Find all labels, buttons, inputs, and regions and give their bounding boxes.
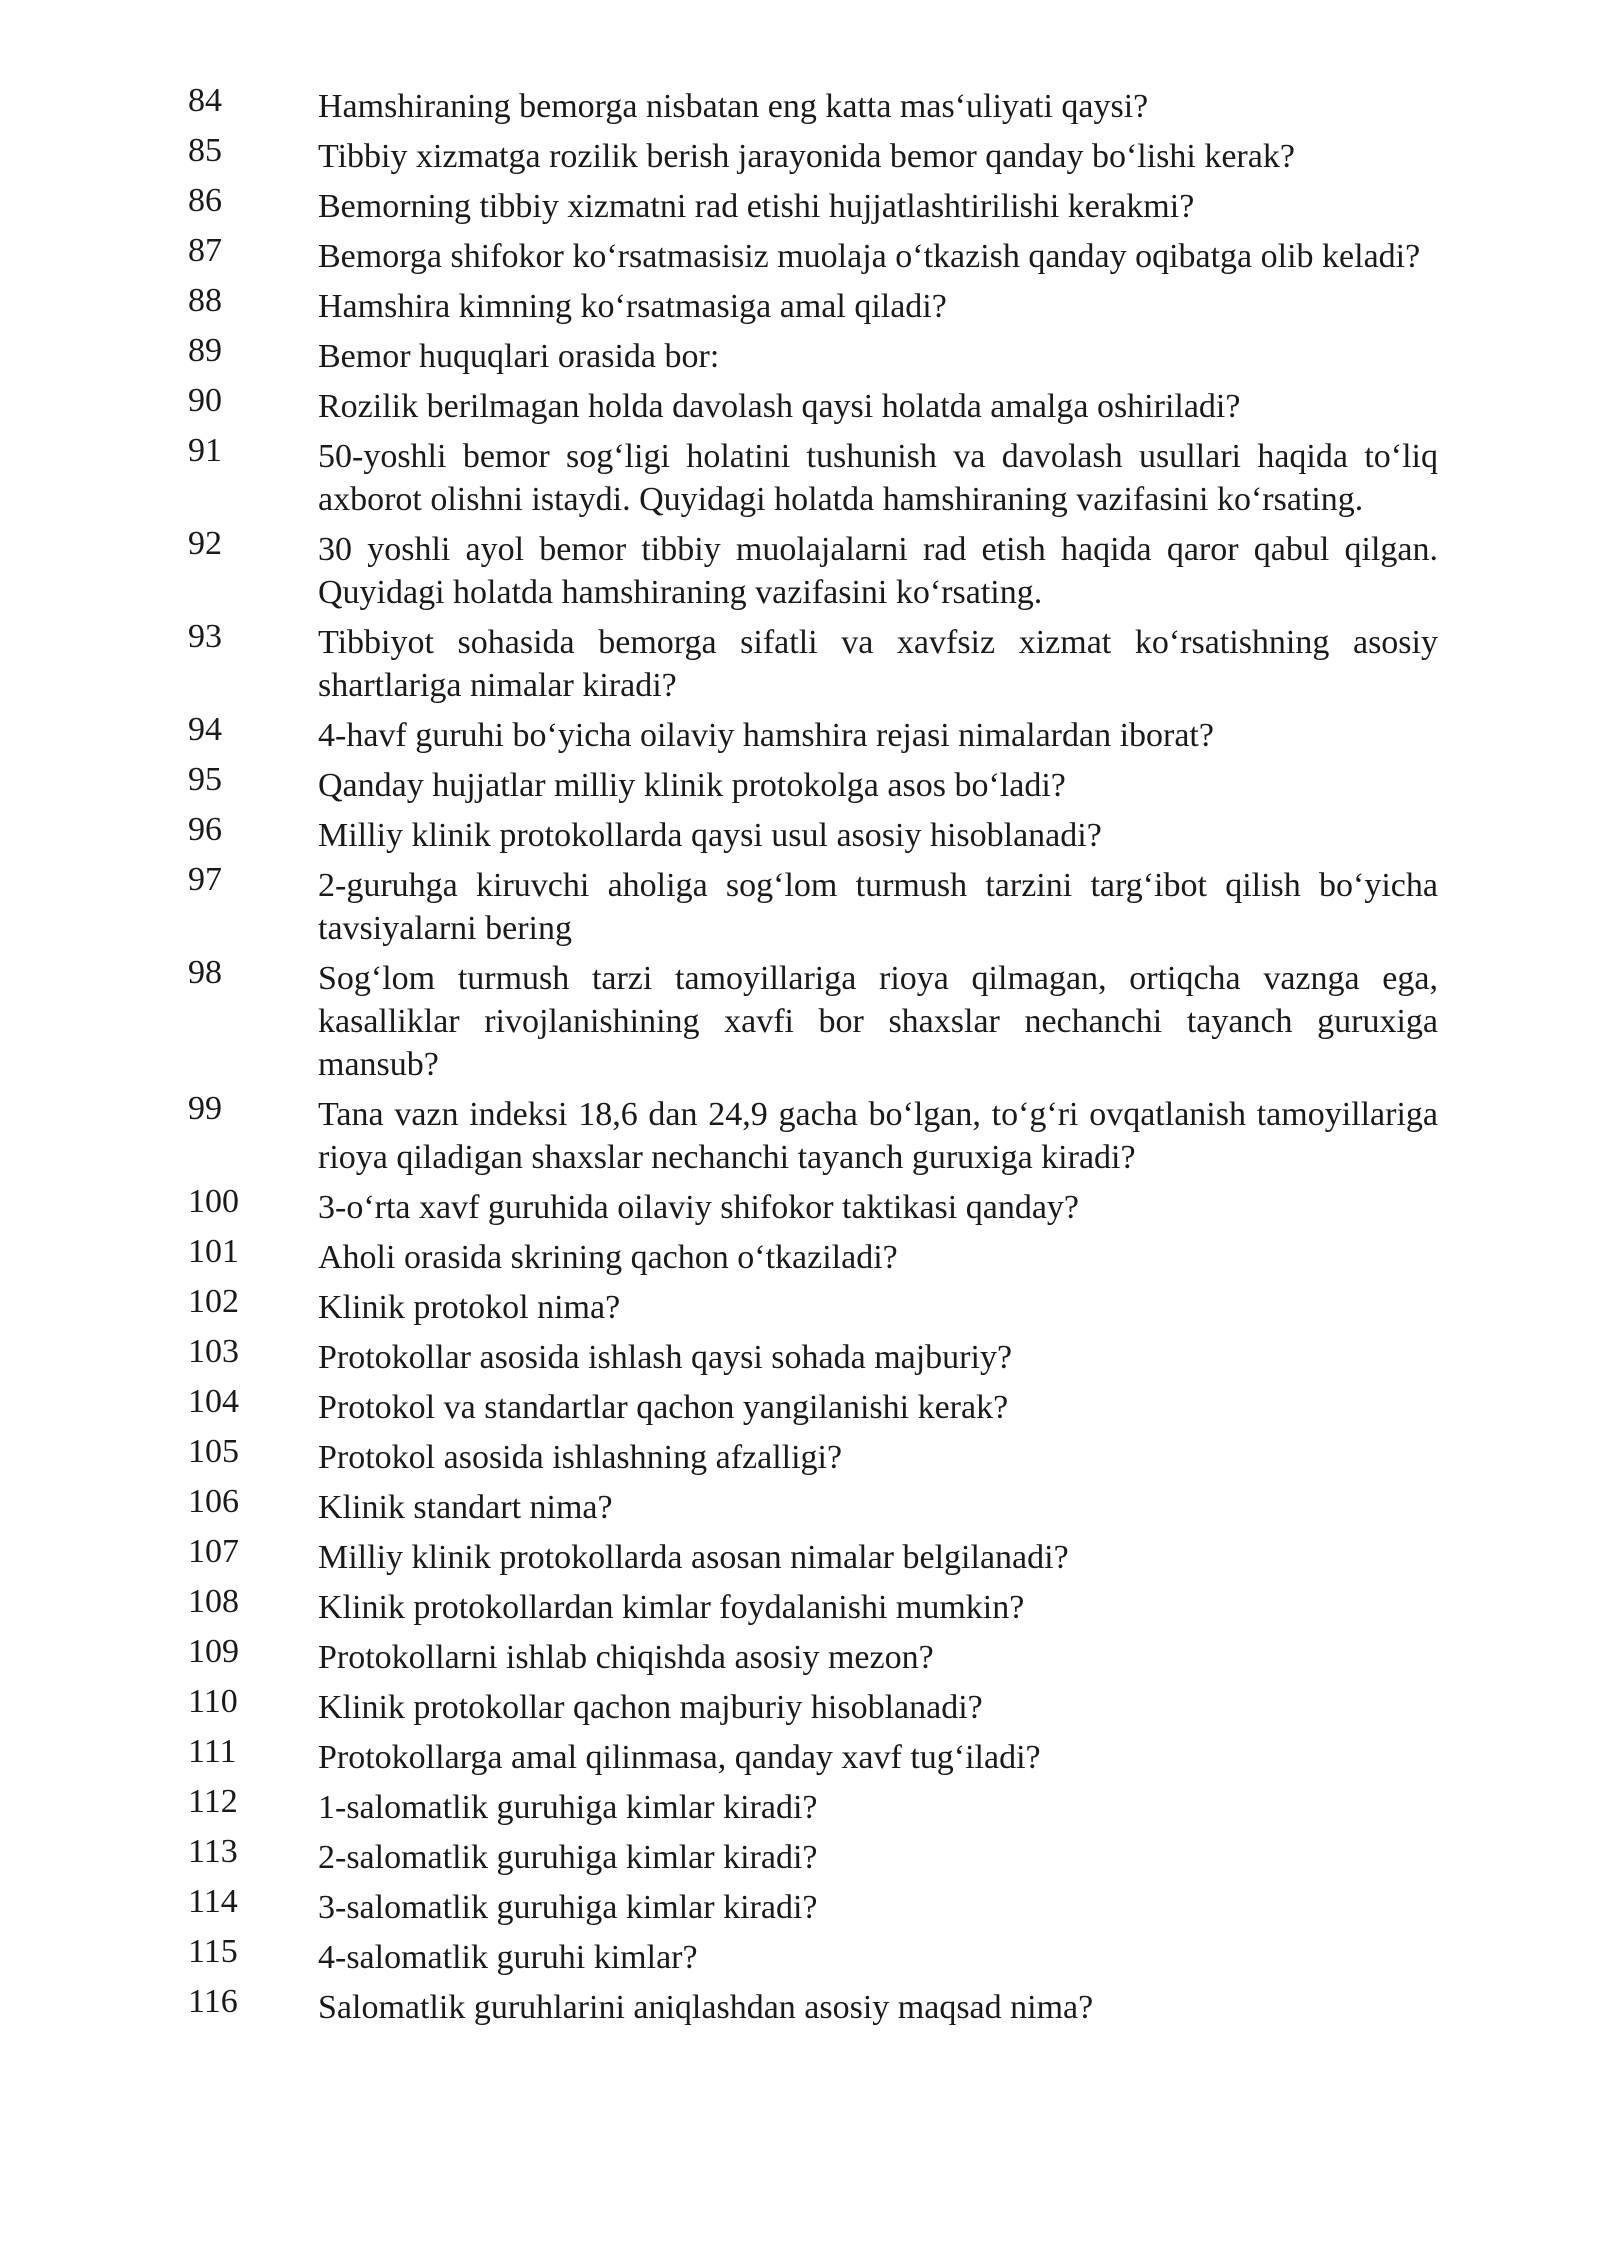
question-number: 105 <box>188 1433 239 1470</box>
question-number: 98 <box>188 954 222 991</box>
question-number: 91 <box>188 432 222 469</box>
question-row <box>188 1383 1438 1429</box>
question-number: 114 <box>188 1883 238 1920</box>
question-row <box>188 761 1438 807</box>
question-row <box>188 182 1438 228</box>
question-number: 104 <box>188 1383 239 1420</box>
question-number: 90 <box>188 382 222 419</box>
question-number: 87 <box>188 232 222 269</box>
question-number: 95 <box>188 761 222 798</box>
question-row <box>188 1833 1438 1879</box>
question-text: Bemor huquqlari orasida bor: <box>318 338 720 375</box>
question-text: 3-salomatlik guruhiga kimlar kiradi? <box>318 1889 818 1926</box>
question-text: Protokol asosida ishlashning afzalligi? <box>318 1439 843 1476</box>
question-text: Rozilik berilmagan holda davolash qaysi holatda amalga oshiriladi? <box>318 388 1241 425</box>
question-text: Salomatlik guruhlarini aniqlashdan asosiy maqsad nima? <box>318 1989 1094 2026</box>
question-row <box>188 82 1438 128</box>
question-number: 88 <box>188 282 222 319</box>
question-text: Klinik protokol nima? <box>318 1289 621 1326</box>
question-text: Klinik standart nima? <box>318 1489 613 1526</box>
question-text: Qanday hujjatlar milliy klinik protokolga asos bo‘ladi? <box>318 767 1066 804</box>
question-number: 94 <box>188 711 222 748</box>
question-row <box>188 1433 1438 1479</box>
question-row <box>188 1983 1438 2029</box>
question-number: 111 <box>188 1733 237 1770</box>
question-row <box>188 1933 1438 1979</box>
question-text: Tibbiyot sohasida bemorga sifatli va xavfsiz xizmat ko‘rsatishning asosiy shartlariga nimalar kiradi? <box>318 624 1438 704</box>
question-row <box>188 861 1438 950</box>
question-row <box>188 232 1438 278</box>
question-row <box>188 432 1438 521</box>
question-text: Protokollarga amal qilinmasa, qanday xavf tug‘iladi? <box>318 1739 1041 1776</box>
question-text: 4-havf guruhi bo‘yicha oilaviy hamshira rejasi nimalardan iborat? <box>318 717 1214 754</box>
question-text: 3-o‘rta xavf guruhida oilaviy shifokor taktikasi qanday? <box>318 1189 1079 1226</box>
question-row <box>188 1583 1438 1629</box>
question-number: 102 <box>188 1283 239 1320</box>
question-row <box>188 1233 1438 1279</box>
question-number: 116 <box>188 1983 238 2020</box>
question-row <box>188 954 1438 1086</box>
question-number: 103 <box>188 1333 239 1370</box>
question-number: 99 <box>188 1090 222 1127</box>
question-text: Sog‘lom turmush tarzi tamoyillariga rioya qilmagan, ortiqcha vaznga ega, kasalliklar rivojlanishining xavfi bor shaxslar nechanchi tayanch guruxiga mansub? <box>318 960 1438 1083</box>
question-text: 2-guruhga kiruvchi aholiga sog‘lom turmush tarzini targ‘ibot qilish bo‘yicha tavsiyalarni bering <box>318 867 1438 947</box>
question-row <box>188 525 1438 614</box>
question-row <box>188 618 1438 707</box>
question-row <box>188 1183 1438 1229</box>
question-text: Aholi orasida skrining qachon o‘tkaziladi? <box>318 1239 898 1276</box>
question-number: 85 <box>188 132 222 169</box>
question-text: Hamshira kimning ko‘rsatmasiga amal qiladi? <box>318 288 947 325</box>
question-row <box>188 711 1438 757</box>
question-text: Hamshiraning bemorga nisbatan eng katta mas‘uliyati qaysi? <box>318 88 1149 125</box>
question-row <box>188 1883 1438 1929</box>
question-text: 1-salomatlik guruhiga kimlar kiradi? <box>318 1789 818 1826</box>
question-row <box>188 811 1438 857</box>
question-number: 110 <box>188 1683 238 1720</box>
question-number: 89 <box>188 332 222 369</box>
question-text: Milliy klinik protokollarda qaysi usul asosiy hisoblanadi? <box>318 817 1102 854</box>
question-row <box>188 1533 1438 1579</box>
question-text: Protokollar asosida ishlash qaysi sohada majburiy? <box>318 1339 1013 1376</box>
question-number: 92 <box>188 525 222 562</box>
question-list <box>188 82 1438 2036</box>
question-row <box>188 1733 1438 1779</box>
question-text: Tibbiy xizmatga rozilik berish jarayonida bemor qanday bo‘lishi kerak? <box>318 138 1295 175</box>
question-text: Klinik protokollar qachon majburiy hisoblanadi? <box>318 1689 983 1726</box>
question-row <box>188 282 1438 328</box>
question-row <box>188 332 1438 378</box>
question-text: Bemorning tibbiy xizmatni rad etishi hujjatlashtirilishi kerakmi? <box>318 188 1195 225</box>
question-row <box>188 1333 1438 1379</box>
question-number: 113 <box>188 1833 238 1870</box>
question-text: Milliy klinik protokollarda asosan nimalar belgilanadi? <box>318 1539 1069 1576</box>
question-number: 107 <box>188 1533 239 1570</box>
question-text: Tana vazn indeksi 18,6 dan 24,9 gacha bo‘lgan, to‘g‘ri ovqatlanish tamoyillariga rioya qiladigan shaxslar nechanchi tayanch guruxiga kiradi? <box>318 1096 1438 1176</box>
question-number: 100 <box>188 1183 239 1220</box>
question-number: 108 <box>188 1583 239 1620</box>
question-text: Protokollarni ishlab chiqishda asosiy mezon? <box>318 1639 934 1676</box>
question-row <box>188 1483 1438 1529</box>
question-number: 115 <box>188 1933 238 1970</box>
question-number: 93 <box>188 618 222 655</box>
question-number: 109 <box>188 1633 239 1670</box>
question-number: 97 <box>188 861 222 898</box>
question-text: Protokol va standartlar qachon yangilanishi kerak? <box>318 1389 1009 1426</box>
question-number: 112 <box>188 1783 238 1820</box>
question-text: Bemorga shifokor ko‘rsatmasisiz muolaja o‘tkazish qanday oqibatga olib keladi? <box>318 238 1421 275</box>
question-text: 4-salomatlik guruhi kimlar? <box>318 1939 698 1976</box>
question-number: 86 <box>188 182 222 219</box>
question-text: 50-yoshli bemor sog‘ligi holatini tushunish va davolash usullari haqida to‘liq axborot olishni istaydi. Quyidagi holatda hamshiraning vazifasini ko‘rsating. <box>318 438 1438 518</box>
question-number: 96 <box>188 811 222 848</box>
question-number: 106 <box>188 1483 239 1520</box>
question-text: Klinik protokollardan kimlar foydalanishi mumkin? <box>318 1589 1025 1626</box>
question-number: 101 <box>188 1233 239 1270</box>
question-number: 84 <box>188 82 222 119</box>
question-row <box>188 382 1438 428</box>
question-row <box>188 1633 1438 1679</box>
question-row <box>188 1783 1438 1829</box>
question-text: 30 yoshli ayol bemor tibbiy muolajalarni rad etish haqida qaror qabul qilgan. Quyidagi holatda hamshiraning vazifasini ko‘rsating. <box>318 531 1438 611</box>
question-row <box>188 1283 1438 1329</box>
question-row <box>188 132 1438 178</box>
question-text: 2-salomatlik guruhiga kimlar kiradi? <box>318 1839 818 1876</box>
question-row <box>188 1683 1438 1729</box>
question-row <box>188 1090 1438 1179</box>
